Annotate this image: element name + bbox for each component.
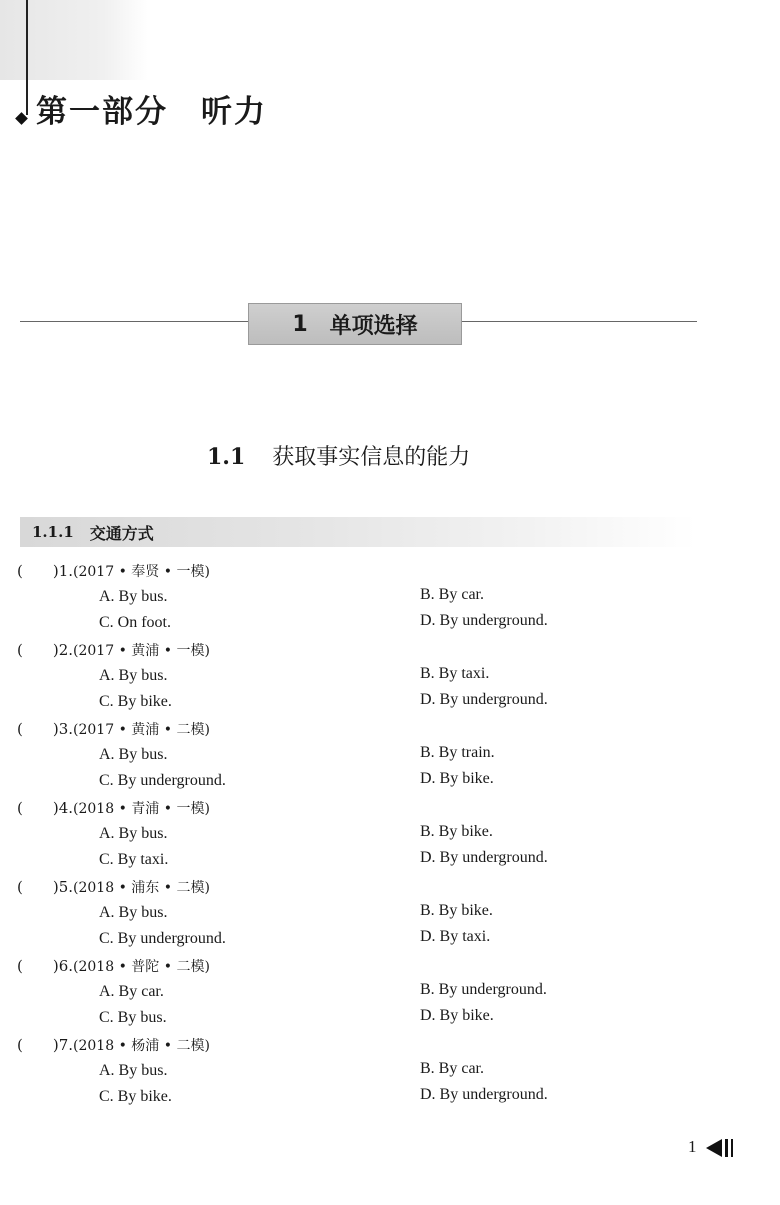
option-d: D. By underground. xyxy=(420,849,548,866)
question-source: (2018 • 青浦 • 一模) xyxy=(73,801,210,817)
section-number: 1.1 xyxy=(207,444,246,470)
question-source: (2018 • 杨浦 • 二模) xyxy=(73,1038,210,1054)
option-b: B. By underground. xyxy=(420,981,547,998)
chapter-title: 单项选择 xyxy=(329,313,418,339)
question-number: 3. xyxy=(58,720,74,738)
question-item xyxy=(0,955,780,1034)
answer-blank[interactable]: ( ) xyxy=(17,641,59,659)
option-a: A. By bus. xyxy=(99,1062,168,1079)
question-source: (2017 • 奉贤 • 一模) xyxy=(73,564,210,580)
chapter-number: 1 xyxy=(292,311,308,337)
option-b: B. By car. xyxy=(420,586,484,603)
question-header xyxy=(17,876,210,897)
question-header xyxy=(17,1034,210,1055)
question-number: 6. xyxy=(58,957,74,975)
question-item xyxy=(0,876,780,955)
margin-rule xyxy=(26,0,28,115)
option-d: D. By taxi. xyxy=(420,928,491,945)
option-d: D. By underground. xyxy=(420,612,548,629)
chapter-heading xyxy=(248,303,462,345)
option-c: C. By taxi. xyxy=(99,851,169,868)
option-a: A. By bus. xyxy=(99,588,168,605)
question-item xyxy=(0,639,780,718)
option-b: B. By bike. xyxy=(420,902,493,919)
option-b: B. By bike. xyxy=(420,823,493,840)
option-c: C. On foot. xyxy=(99,614,171,631)
option-c: C. By bike. xyxy=(99,1088,172,1105)
page-number: 1 xyxy=(688,1137,697,1156)
answer-blank[interactable]: ( ) xyxy=(17,799,59,817)
question-header xyxy=(17,718,210,739)
option-a: A. By bus. xyxy=(99,904,168,921)
option-c: C. By bike. xyxy=(99,693,172,710)
question-number: 7. xyxy=(58,1036,74,1054)
question-source: (2017 • 黄浦 • 一模) xyxy=(73,643,210,659)
question-item xyxy=(0,797,780,876)
option-d: D. By bike. xyxy=(420,770,494,787)
subsection-heading xyxy=(20,517,696,547)
subsection-title: 交通方式 xyxy=(89,523,154,543)
question-source: (2017 • 黄浦 • 二模) xyxy=(73,722,210,738)
corner-shade xyxy=(0,0,148,80)
part-title: 第一部分 听力 xyxy=(36,94,267,130)
answer-blank[interactable]: ( ) xyxy=(17,878,59,896)
question-header xyxy=(17,639,210,660)
question-header xyxy=(17,560,210,581)
option-d: D. By bike. xyxy=(420,1007,494,1024)
option-c: C. By bus. xyxy=(99,1009,167,1026)
question-number: 4. xyxy=(58,799,74,817)
option-d: D. By underground. xyxy=(420,1086,548,1103)
option-b: B. By car. xyxy=(420,1060,484,1077)
option-a: A. By bus. xyxy=(99,746,168,763)
question-number: 1. xyxy=(58,562,74,580)
option-a: A. By car. xyxy=(99,983,164,1000)
page-marker-icon xyxy=(706,1139,736,1157)
option-c: C. By underground. xyxy=(99,772,226,789)
option-a: A. By bus. xyxy=(99,667,168,684)
option-b: B. By train. xyxy=(420,744,495,761)
question-header xyxy=(17,797,210,818)
answer-blank[interactable]: ( ) xyxy=(17,562,59,580)
question-number: 5. xyxy=(58,878,74,896)
option-d: D. By underground. xyxy=(420,691,548,708)
section-title: 获取事实信息的能力 xyxy=(272,445,471,470)
answer-blank[interactable]: ( ) xyxy=(17,957,59,975)
question-item xyxy=(0,1034,780,1113)
question-number: 2. xyxy=(58,641,74,659)
answer-blank[interactable]: ( ) xyxy=(17,1036,59,1054)
chapter-rule-right xyxy=(462,321,697,322)
question-item xyxy=(0,718,780,797)
question-list xyxy=(0,560,780,1113)
option-c: C. By underground. xyxy=(99,930,226,947)
section-heading xyxy=(207,440,470,471)
question-source: (2018 • 浦东 • 二模) xyxy=(73,880,210,896)
question-header xyxy=(17,955,210,976)
option-a: A. By bus. xyxy=(99,825,168,842)
subsection-number: 1.1.1 xyxy=(32,523,74,541)
chapter-rule-left xyxy=(20,321,248,322)
answer-blank[interactable]: ( ) xyxy=(17,720,59,738)
option-b: B. By taxi. xyxy=(420,665,490,682)
question-item xyxy=(0,560,780,639)
question-source: (2018 • 普陀 • 二模) xyxy=(73,959,210,975)
